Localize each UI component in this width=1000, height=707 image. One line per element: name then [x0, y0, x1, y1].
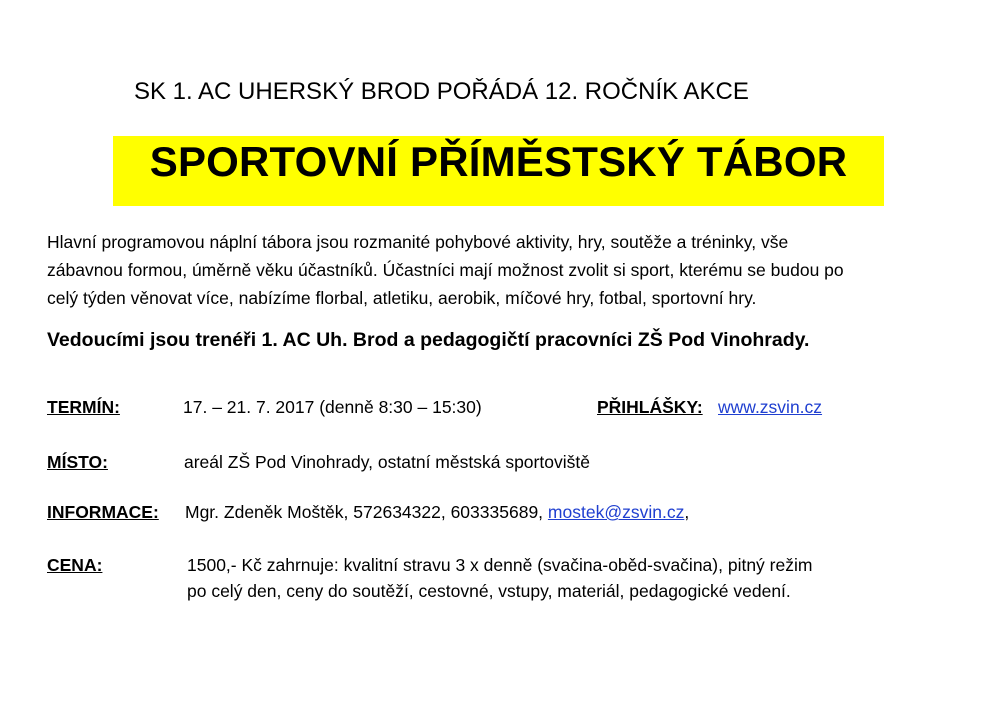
intro-line: celý týden věnovat více, nabízíme florbal, atletiku, aerobik, míčové hry, fotbal, sportovní hry. [47, 288, 757, 308]
event-subtitle: SK 1. AC UHERSKÝ BROD POŘÁDÁ 12. ROČNÍK AKCE [134, 78, 749, 105]
signup-label: PŘIHLÁŠKY: [597, 397, 703, 417]
intro-line: zábavnou formou, úměrně věku účastníků. Účastníci mají možnost zvolit si sport, kterému se budou po [47, 260, 844, 280]
info-value: Mgr. Zdeněk Moštěk, 572634322, 603335689, [185, 502, 544, 522]
intro-line: Hlavní programovou náplní tábora jsou rozmanité pohybové aktivity, hry, soutěže a tréninky, vše [47, 232, 789, 252]
place-value: areál ZŠ Pod Vinohrady, ostatní městská sportoviště [184, 452, 590, 472]
page-title: SPORTOVNÍ PŘÍMĚSTSKÝ TÁBOR [149, 138, 848, 185]
term-label: TERMÍN: [47, 397, 120, 417]
price-label: CENA: [47, 555, 103, 575]
info-label: INFORMACE: [47, 502, 159, 522]
intro-paragraph [47, 228, 967, 312]
info-email-link[interactable]: mostek@zsvin.cz [547, 502, 685, 522]
price-line-1: 1500,- Kč zahrnuje: kvalitní stravu 3 x denně (svačina-oběd-svačina), pitný režim [187, 555, 813, 575]
leaders-statement: Vedoucími jsou trenéři 1. AC Uh. Brod a pedagogičtí pracovníci ZŠ Pod Vinohrady. [47, 329, 810, 351]
signup-link[interactable]: www.zsvin.cz [718, 397, 823, 417]
info-trailing-comma: , [684, 502, 690, 522]
info-contact [185, 502, 689, 523]
place-label: MÍSTO: [47, 452, 108, 472]
price-line-2: po celý den, ceny do soutěží, cestovné, vstupy, materiál, pedagogické vedení. [187, 581, 791, 601]
term-value: 17. – 21. 7. 2017 (denně 8:30 – 15:30) [183, 397, 482, 417]
